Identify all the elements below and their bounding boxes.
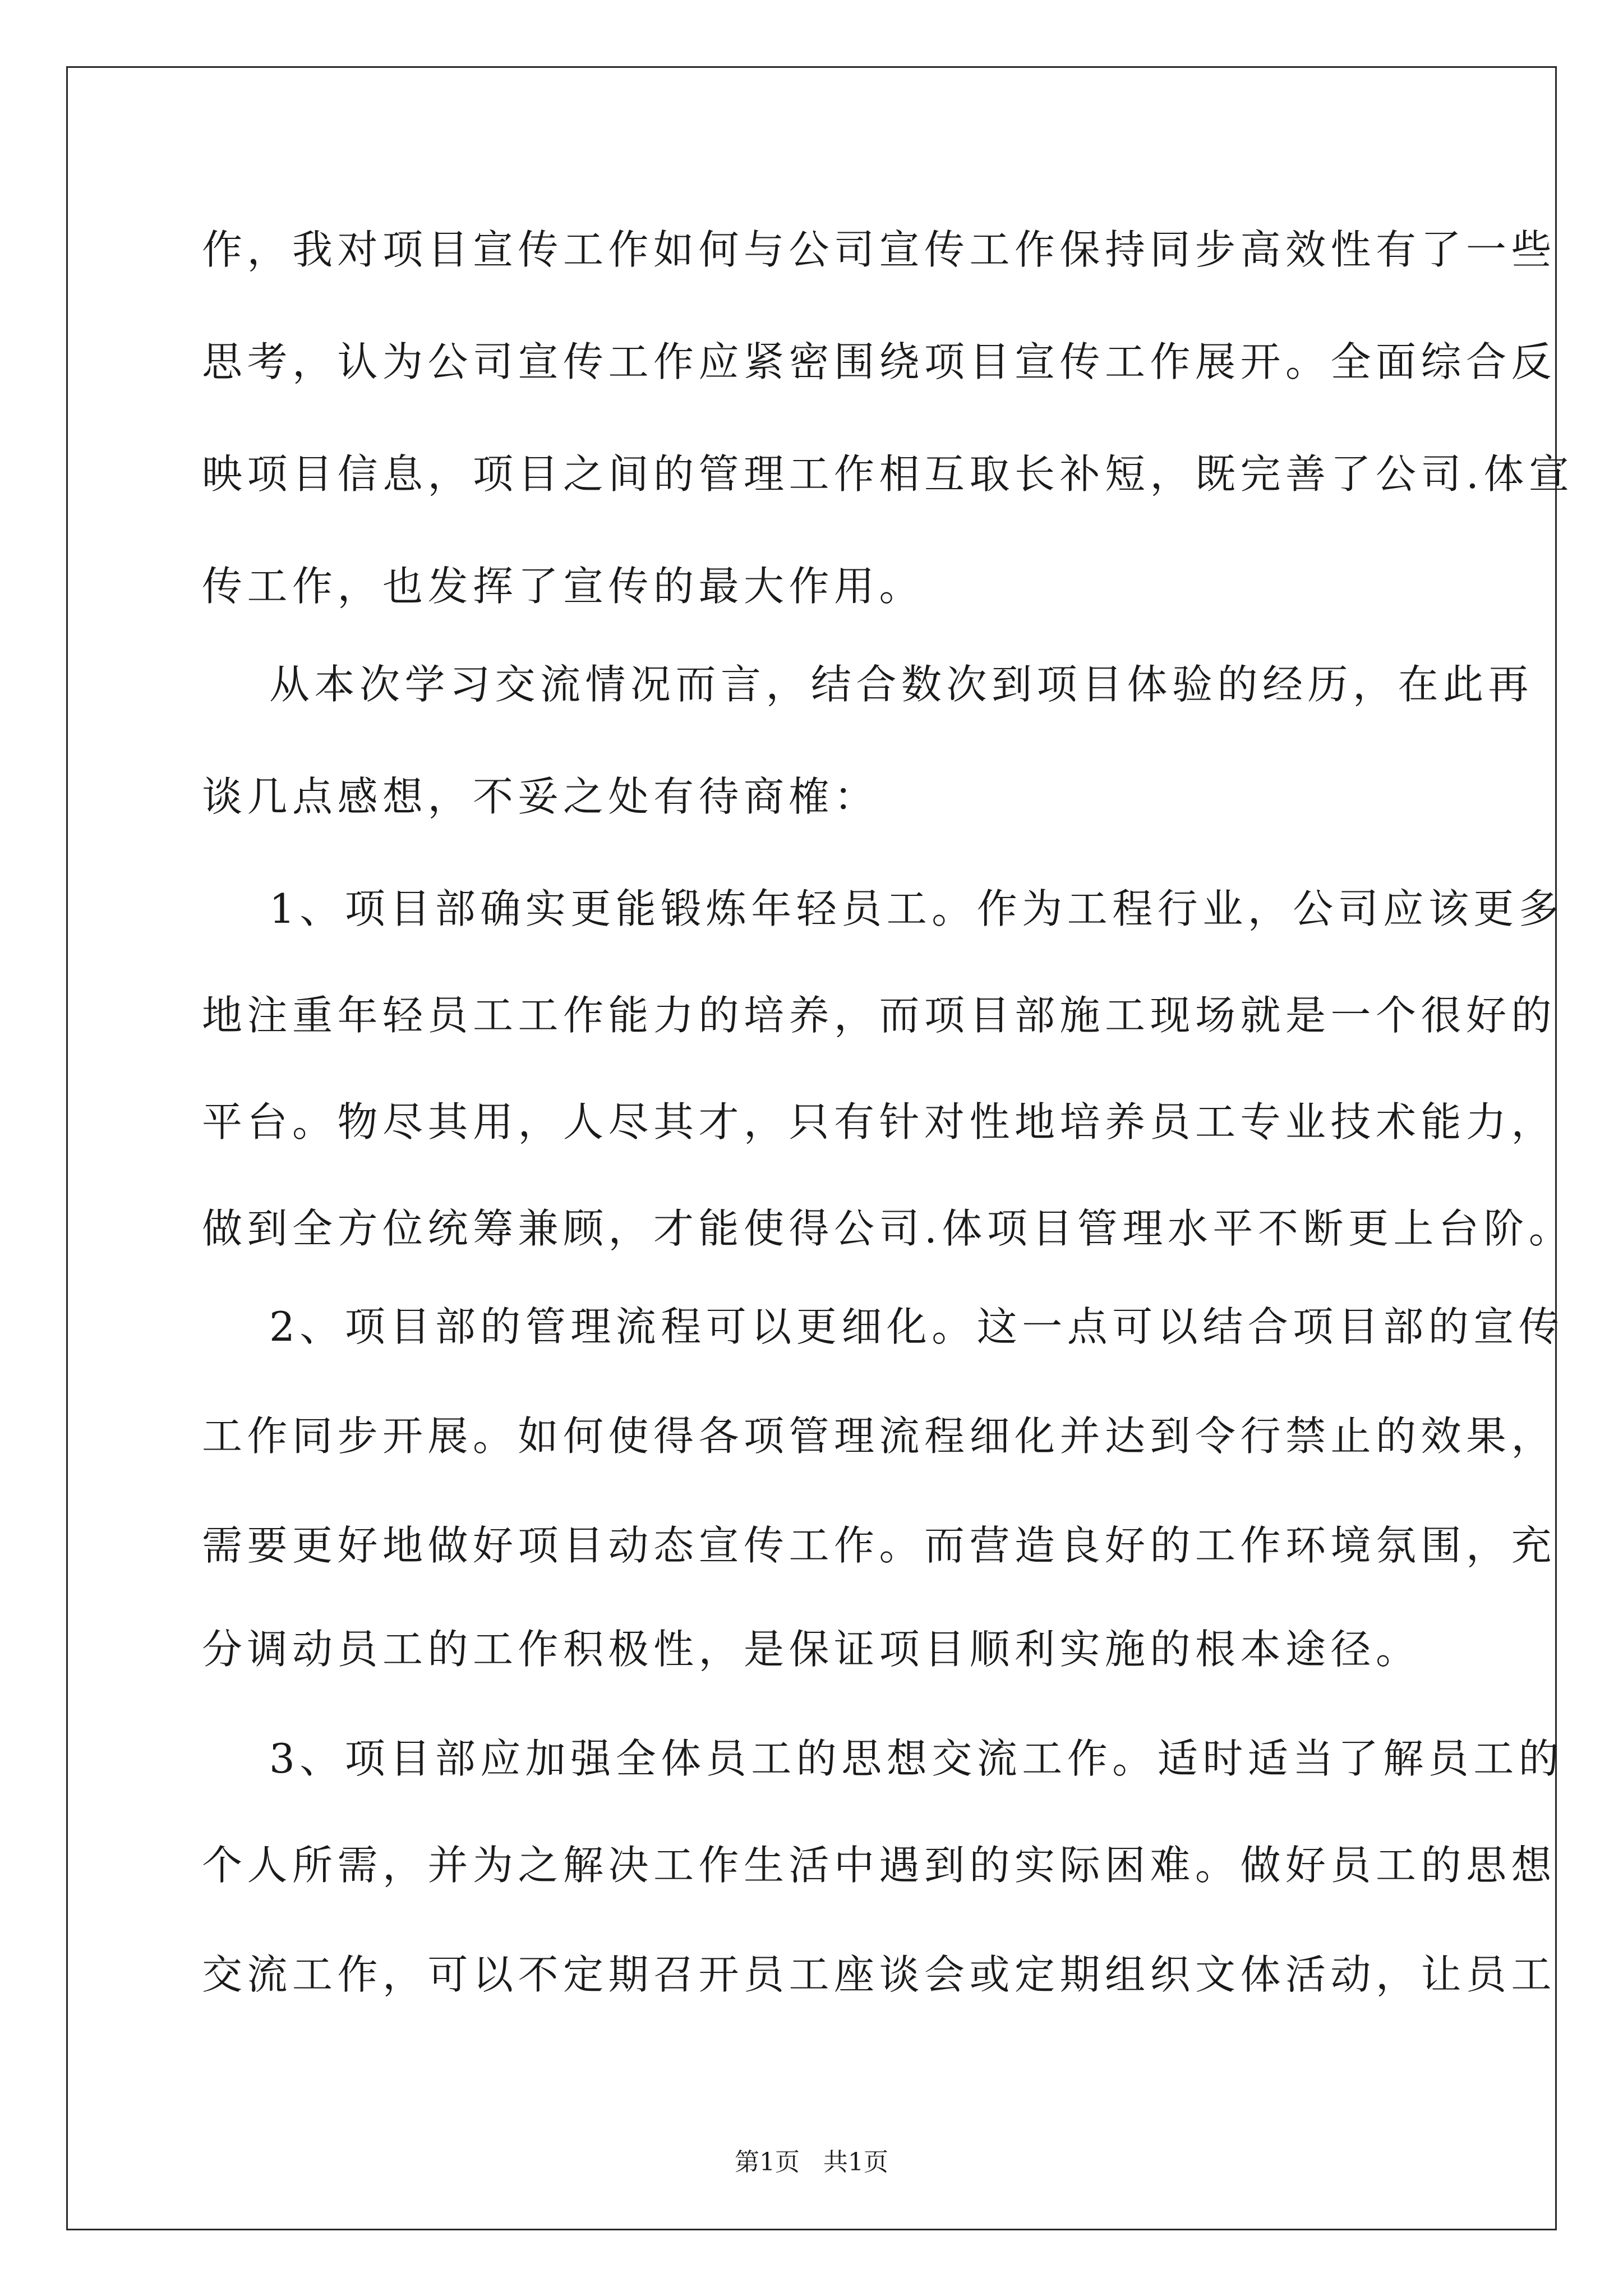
paragraph-intro-line-1: 从本次学习交流情况而言，结合数次到项目体验的经历，在此再 <box>269 661 1534 708</box>
paragraph-intro-line-2: 谈几点感想，不妥之处有待商榷： <box>202 773 879 820</box>
point-3-line-3: 交流工作，可以不定期召开员工座谈会或定期组织文体活动，让员工 <box>202 1951 1557 1998</box>
text-line-2: 思考，认为公司宣传工作应紧密围绕项目宣传工作展开。全面综合反 <box>202 338 1557 385</box>
point-1-line-1: 1、项目部确实更能锻炼年轻员工。作为工程行业，公司应该更多 <box>269 885 1564 932</box>
text-line-4: 传工作，也发挥了宣传的最大作用。 <box>202 563 925 610</box>
point-1-line-4: 做到全方位统筹兼顾，才能使得公司.体项目管理水平不断更上台阶。 <box>202 1205 1574 1252</box>
point-1-line-2: 地注重年轻员工工作能力的培养，而项目部施工现场就是一个很好的 <box>202 992 1557 1039</box>
point-3-line-1: 3、项目部应加强全体员工的思想交流工作。适时适当了解员工的 <box>269 1735 1564 1782</box>
point-3-line-2: 个人所需，并为之解决工作生活中遇到的实际困难。做好员工的思想 <box>202 1842 1557 1889</box>
point-1-line-3: 平台。物尽其用，人尽其才，只有针对性地培养员工专业技术能力， <box>202 1098 1557 1145</box>
text-line-1: 作，我对项目宣传工作如何与公司宣传工作保持同步高效性有了一些 <box>202 226 1557 273</box>
point-2-line-2: 工作同步开展。如何使得各项管理流程细化并达到令行禁止的效果， <box>202 1412 1557 1460</box>
point-2-line-4: 分调动员工的工作积极性，是保证项目顺利实施的根本途径。 <box>202 1626 1421 1673</box>
point-2-line-1: 2、项目部的管理流程可以更细化。这一点可以结合项目部的宣传 <box>269 1303 1564 1350</box>
text-line-3: 映项目信息，项目之间的管理工作相互取长补短，既完善了公司.体宣 <box>202 450 1574 498</box>
point-2-line-3: 需要更好地做好项目动态宣传工作。而营造良好的工作环境氛围，充 <box>202 1522 1557 1569</box>
page-footer: 第1页 共1页 <box>735 2148 888 2177</box>
